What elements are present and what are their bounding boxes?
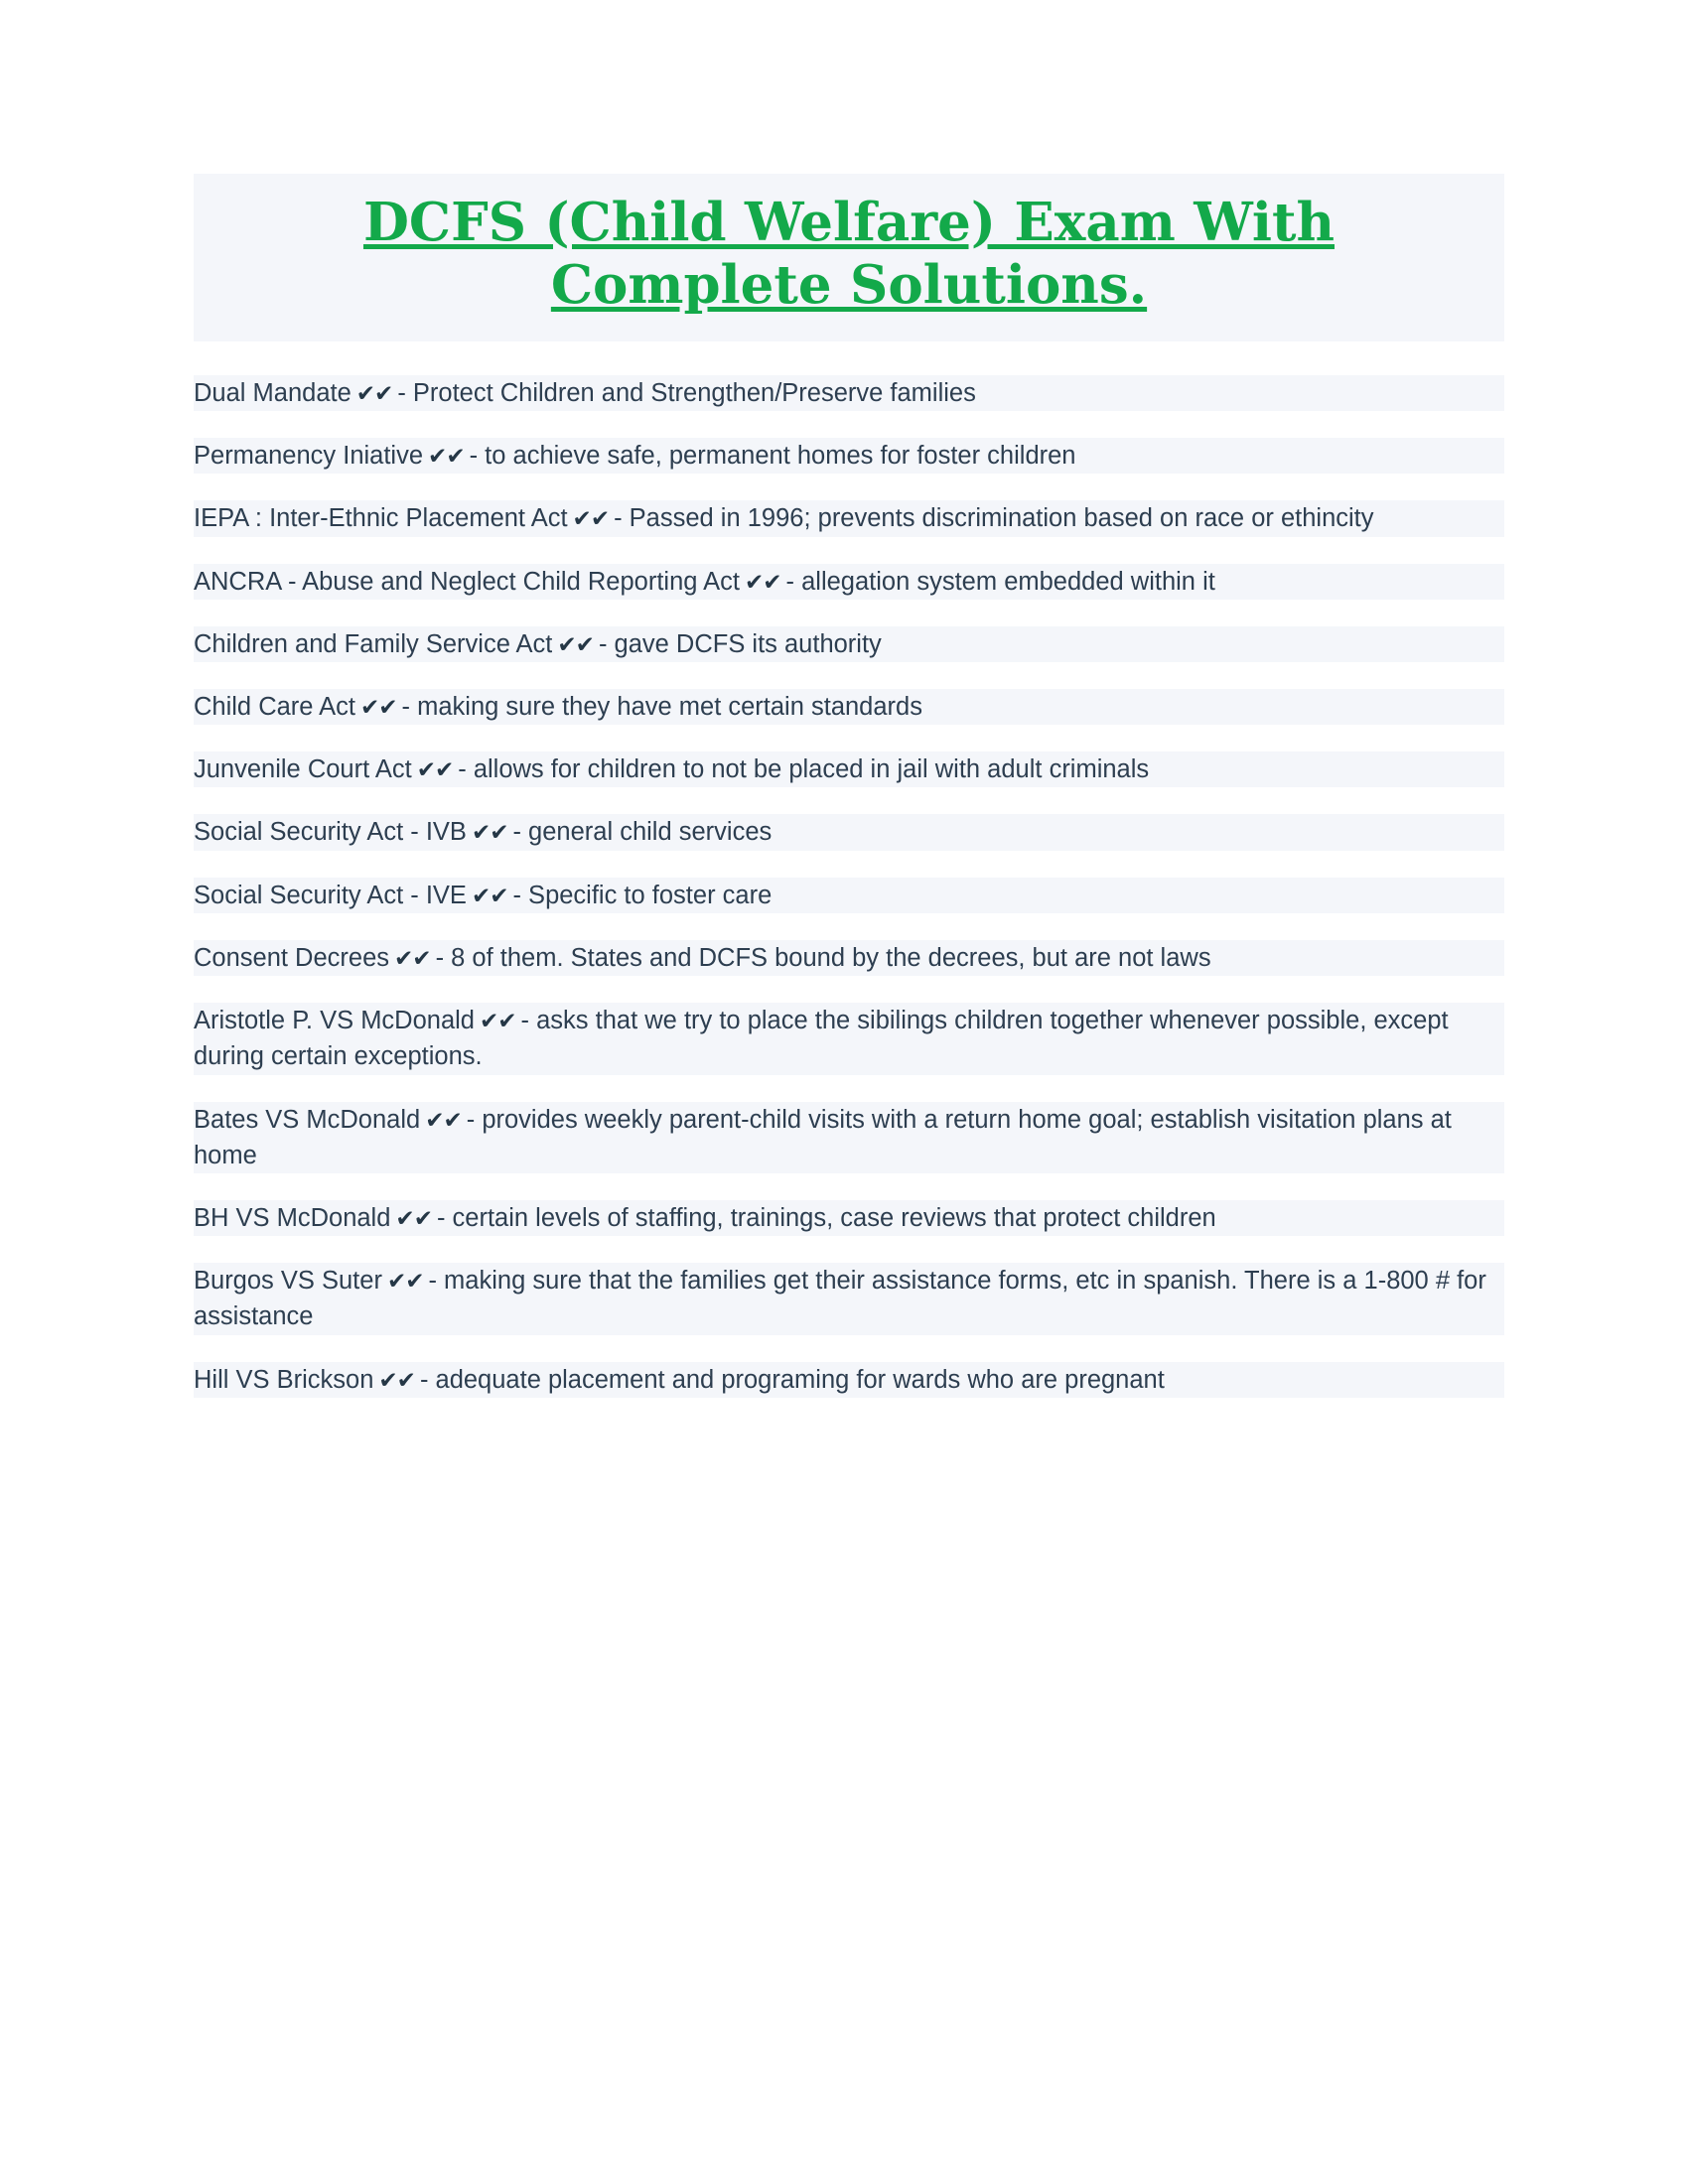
- qa-definition: - allegation system embedded within it: [785, 567, 1215, 596]
- check-marks-icon: ✔✔: [389, 946, 436, 972]
- qa-term: Bates VS McDonald: [194, 1105, 421, 1134]
- list-item: [194, 1200, 1504, 1236]
- qa-definition: - 8 of them. States and DCFS bound by the decrees, but are not laws: [435, 943, 1211, 972]
- page-title-text: DCFS (Child Welfare) Exam With Complete Solutions.: [362, 192, 1336, 316]
- qa-term: Dual Mandate: [194, 379, 352, 408]
- list-item: [194, 564, 1504, 600]
- qa-term: ANCRA - Abuse and Neglect Child Reporting Act: [194, 567, 740, 596]
- list-item: [194, 940, 1504, 976]
- qa-term: Child Care Act: [194, 693, 355, 722]
- list-item: [194, 1263, 1504, 1334]
- qa-definition: - asks that we try to place the sibilings children together whenever possible, except during certain exceptions.: [194, 1007, 1449, 1071]
- check-marks-icon: ✔✔: [552, 632, 599, 658]
- list-item: [194, 878, 1504, 913]
- qa-term: Burgos VS Suter: [194, 1267, 382, 1296]
- check-marks-icon: ✔✔: [420, 1108, 467, 1134]
- qa-definition: - making sure they have met certain standards: [401, 693, 922, 722]
- qa-term: Junvenile Court Act: [194, 755, 412, 784]
- qa-term: Permanency Iniative: [194, 442, 424, 471]
- check-marks-icon: ✔✔: [467, 820, 513, 846]
- qa-term: Social Security Act - IVE: [194, 881, 467, 909]
- qa-definition: - allows for children to not be placed in jail with adult criminals: [458, 755, 1150, 784]
- qa-term: Children and Family Service Act: [194, 629, 553, 658]
- check-marks-icon: ✔✔: [475, 1009, 521, 1034]
- check-marks-icon: ✔✔: [568, 506, 615, 532]
- qa-definition: - Passed in 1996; prevents discrimination based on race or ethincity: [614, 504, 1374, 533]
- list-item: [194, 438, 1504, 474]
- check-marks-icon: ✔✔: [382, 1269, 429, 1295]
- qa-definition: - provides weekly parent-child visits with a return home goal; establish visitation plans at home: [194, 1105, 1452, 1169]
- qa-definition: - Specific to foster care: [512, 881, 773, 909]
- check-marks-icon: ✔✔: [467, 884, 513, 909]
- check-marks-icon: ✔✔: [352, 381, 398, 407]
- list-item: [194, 1003, 1504, 1074]
- qa-definition: - adequate placement and programing for wards who are pregnant: [419, 1365, 1165, 1394]
- qa-term: BH VS McDonald: [194, 1203, 391, 1232]
- list-item: [194, 375, 1504, 411]
- check-marks-icon: ✔✔: [390, 1206, 437, 1232]
- check-marks-icon: ✔✔: [423, 444, 470, 470]
- list-item: [194, 1102, 1504, 1173]
- qa-term: Hill VS Brickson: [194, 1365, 374, 1394]
- check-marks-icon: ✔✔: [373, 1368, 420, 1394]
- qa-list: [194, 375, 1504, 1398]
- qa-term: Aristotle P. VS McDonald: [194, 1007, 475, 1035]
- qa-term: Social Security Act - IVB: [194, 818, 467, 847]
- qa-definition: - making sure that the families get their assistance forms, etc in spanish. There is a 1-800 # for assistance: [194, 1267, 1486, 1331]
- qa-definition: - certain levels of staffing, trainings, case reviews that protect children: [436, 1203, 1216, 1232]
- list-item: [194, 1362, 1504, 1398]
- check-marks-icon: ✔✔: [355, 695, 402, 721]
- list-item: [194, 751, 1504, 787]
- list-item: [194, 814, 1504, 850]
- qa-term: Consent Decrees: [194, 943, 390, 972]
- check-marks-icon: ✔✔: [412, 757, 459, 783]
- qa-definition: - gave DCFS its authority: [598, 629, 882, 658]
- list-item: [194, 500, 1504, 536]
- qa-definition: - to achieve safe, permanent homes for foster children: [469, 442, 1076, 471]
- page-title: [194, 174, 1504, 341]
- list-item: [194, 626, 1504, 662]
- qa-definition: - general child services: [512, 818, 773, 847]
- check-marks-icon: ✔✔: [740, 570, 786, 596]
- qa-term: IEPA : Inter-Ethnic Placement Act: [194, 504, 568, 533]
- qa-definition: - Protect Children and Strengthen/Preserve families: [397, 379, 976, 408]
- list-item: [194, 689, 1504, 725]
